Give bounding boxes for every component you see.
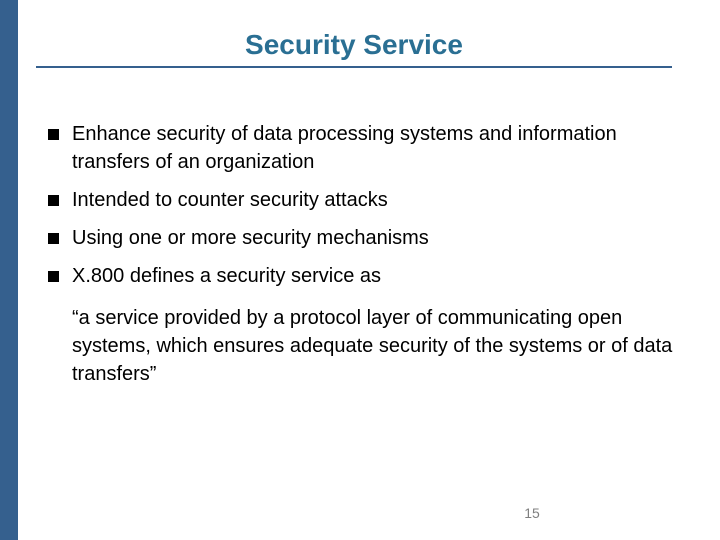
bullet-item [48, 120, 688, 176]
bullet-list [48, 120, 688, 300]
bullet-item [48, 186, 688, 214]
definition-quote: “a service provided by a protocol layer of communicating open systems, which ensures adequate security of the systems or of data transfers” [72, 307, 673, 385]
title-underline [36, 66, 672, 68]
bullet-item [48, 224, 688, 252]
slide-title: Security Service [245, 29, 463, 60]
square-bullet-icon [48, 195, 59, 206]
square-bullet-icon [48, 271, 59, 282]
square-bullet-icon [48, 129, 59, 140]
bullet-text: X.800 defines a security service as [72, 265, 382, 287]
bullet-item [48, 262, 688, 290]
bullet-text: Enhance security of data processing systems and information transfers of an organization [72, 123, 617, 173]
bullet-text: Using one or more security mechanisms [72, 227, 429, 249]
left-accent-bar [0, 0, 18, 540]
bullet-text: Intended to counter security attacks [72, 189, 388, 211]
page-number: 15 [524, 505, 540, 521]
square-bullet-icon [48, 233, 59, 244]
